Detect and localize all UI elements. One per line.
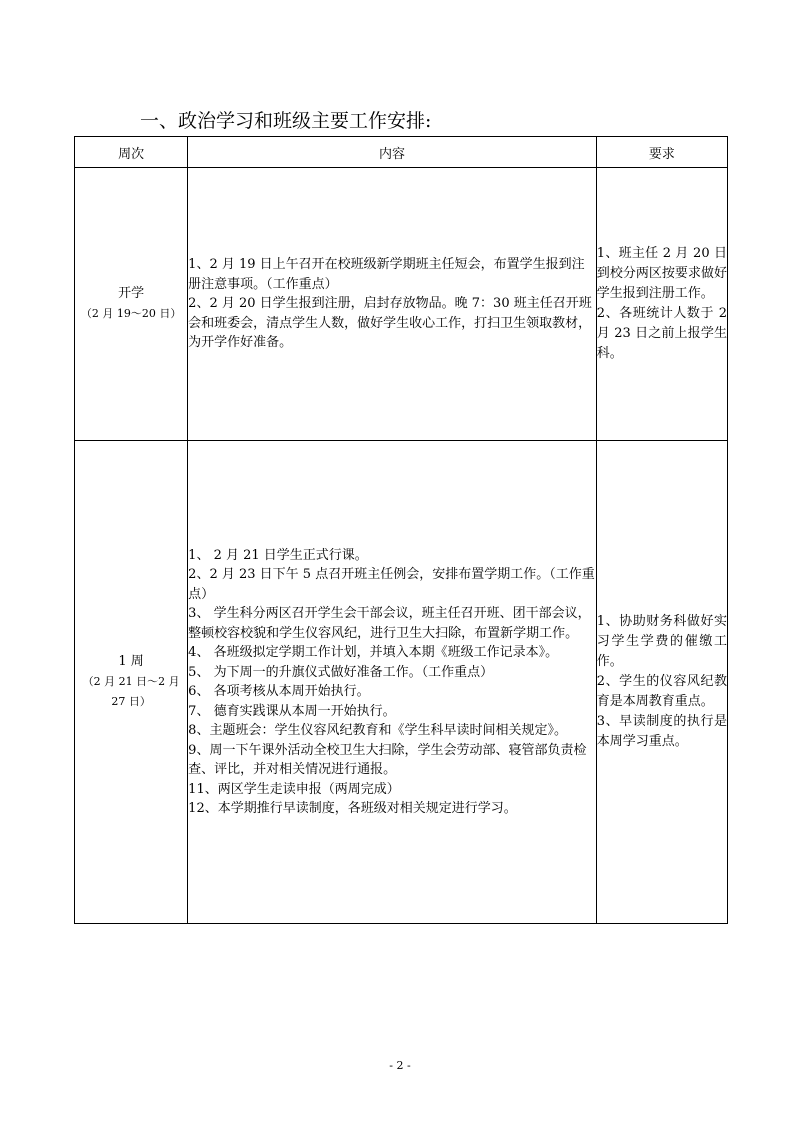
week-date: （2 月 19～20 日） bbox=[80, 307, 182, 320]
content-item: 2、2 月 23 日下午 5 点召开班主任例会，安排布置学期工作。（工作重点） bbox=[188, 567, 595, 602]
content-item: 1、2 月 19 日上午召开在校班级新学期班主任短会，布置学生报到注册注意事项。（工作重点） bbox=[188, 257, 585, 292]
content-item: 5、 为下周一的升旗仪式做好准备工作。（工作重点） bbox=[188, 664, 494, 680]
requirements-cell bbox=[596, 441, 727, 924]
content-item: 9、周一下午课外活动全校卫生大扫除，学生会劳动部、寝管部负责检查、评比，并对相关情况进行通报。 bbox=[188, 742, 587, 777]
content-item: 4、 各班级拟定学期工作计划，并填入本期《班级工作记录本》。 bbox=[188, 645, 559, 660]
requirement-item: 1、班主任 2 月 20 日到校分两区按要求做好学生报到注册工作。 bbox=[596, 246, 727, 301]
requirement-item: 2、各班统计人数于 2 月 23 日之前上报学生科。 bbox=[596, 306, 727, 361]
header-content: 内容 bbox=[188, 137, 597, 168]
content-item: 12、本学期推行早读制度，各班级对相关规定进行学习。 bbox=[188, 801, 517, 816]
page-number: - 2 - bbox=[389, 1059, 411, 1072]
week-cell bbox=[75, 441, 188, 924]
requirement-item: 2、学生的仪容风纪教育是本周教育重点。 bbox=[596, 674, 727, 709]
table-row bbox=[75, 441, 728, 924]
week-name: 开学 bbox=[118, 286, 145, 301]
content-item: 8、主题班会：学生仪容风纪教育和《学生科早读时间相关规定》。 bbox=[188, 723, 567, 738]
section-heading: 一、政治学习和班级主要工作安排: bbox=[140, 110, 432, 132]
content-item: 7、 德育实践课从本周一开始执行。 bbox=[188, 703, 396, 719]
requirement-item: 1、协助财务科做好实习学生学费的催缴工作。 bbox=[596, 614, 727, 669]
table-row bbox=[75, 168, 728, 441]
content-item: 3、 学生科分两区召开学生会干部会议，班主任召开班、团干部会议，整顿校容校貌和学生仪容风纪，进行卫生大扫除，布置新学期工作。 bbox=[188, 606, 591, 641]
week-date: （2 月 21 日～2 月 27 日） bbox=[82, 675, 180, 708]
schedule-table bbox=[74, 136, 728, 924]
header-requirements: 要求 bbox=[596, 137, 727, 168]
week-name: 1 周 bbox=[118, 654, 144, 669]
requirement-item: 3、早读制度的执行是本周学习重点。 bbox=[596, 714, 727, 749]
content-item: 1、 2 月 21 日学生正式行课。 bbox=[188, 547, 368, 563]
table-header-row bbox=[75, 137, 728, 168]
header-week: 周次 bbox=[75, 137, 188, 168]
requirements-cell bbox=[596, 168, 727, 441]
content-item: 11、两区学生走读申报（两周完成） bbox=[188, 781, 400, 797]
content-cell bbox=[188, 441, 597, 924]
content-item: 6、 各项考核从本周开始执行。 bbox=[188, 684, 370, 699]
content-cell bbox=[188, 168, 597, 441]
week-cell bbox=[75, 168, 188, 441]
content-item: 2、2 月 20 日学生报到注册，启封存放物品。晚 7：30 班主任召开班会和班委会，清点学生人数，做好学生收心工作，打扫卫生领取教材，为开学作好准备。 bbox=[188, 296, 592, 351]
